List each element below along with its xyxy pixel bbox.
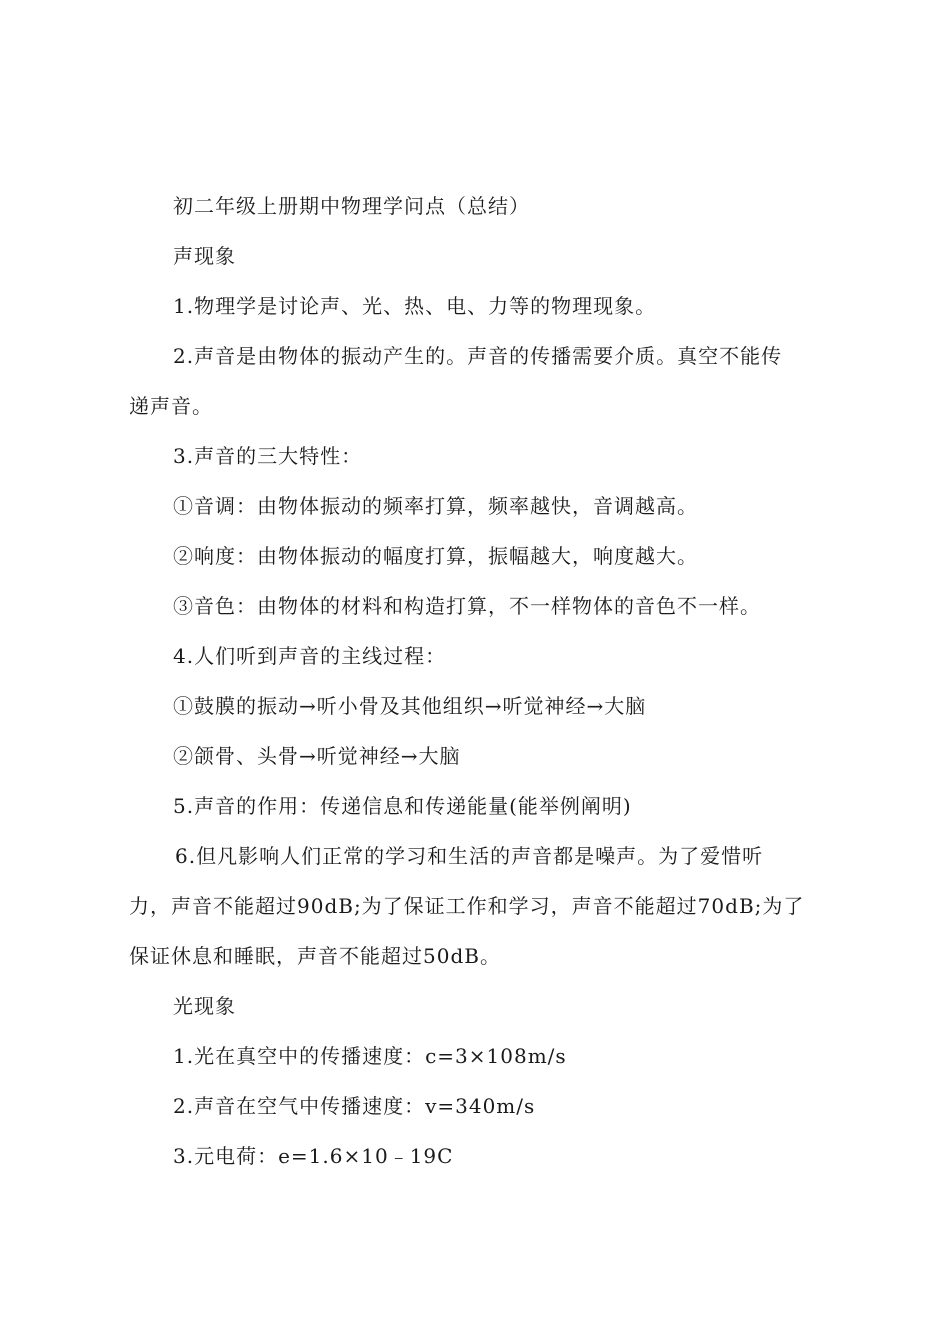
paragraph-3-item-timbre: ③音色：由物体的材料和构造打算，不一样物体的音色不一样。 xyxy=(173,594,761,618)
light-item-3: 3.元电荷：e=1.6×10﹣19C xyxy=(173,1144,454,1168)
paragraph-4: 4.人们听到声音的主线过程： xyxy=(173,644,447,668)
paragraph-6-line-3: 保证休息和睡眠，声音不能超过50dB。 xyxy=(129,944,501,968)
paragraph-3: 3.声音的三大特性： xyxy=(173,444,363,468)
paragraph-2-line-2: 递声音。 xyxy=(129,394,213,418)
paragraph-5: 5.声音的作用：传递信息和传递能量(能举例阐明) xyxy=(173,794,632,818)
section-heading-sound: 声现象 xyxy=(173,244,236,268)
document-title: 初二年级上册期中物理学问点（总结） xyxy=(173,194,530,218)
paragraph-3-item-loudness: ②响度：由物体振动的幅度打算，振幅越大，响度越大。 xyxy=(173,544,698,568)
paragraph-6-line-2: 力，声音不能超过90dB;为了保证工作和学习，声音不能超过70dB;为了 xyxy=(129,894,805,918)
light-item-2: 2.声音在空气中传播速度：v=340m/s xyxy=(173,1094,536,1118)
paragraph-6-line-1: 6.但凡影响人们正常的学习和生活的声音都是噪声。为了爱惜听 xyxy=(175,844,764,868)
paragraph-2-line-1: 2.声音是由物体的振动产生的。声音的传播需要介质。真空不能传 xyxy=(173,344,783,368)
paragraph-4-item-2: ②颌骨、头骨→听觉神经→大脑 xyxy=(173,744,461,768)
light-item-1: 1.光在真空中的传播速度：c=3×108m/s xyxy=(173,1044,567,1068)
paragraph-1: 1.物理学是讨论声、光、热、电、力等的物理现象。 xyxy=(173,294,657,318)
paragraph-4-item-1: ①鼓膜的振动→听小骨及其他组织→听觉神经→大脑 xyxy=(173,694,647,718)
paragraph-3-item-pitch: ①音调：由物体振动的频率打算，频率越快，音调越高。 xyxy=(173,494,698,518)
section-heading-light: 光现象 xyxy=(173,994,236,1018)
